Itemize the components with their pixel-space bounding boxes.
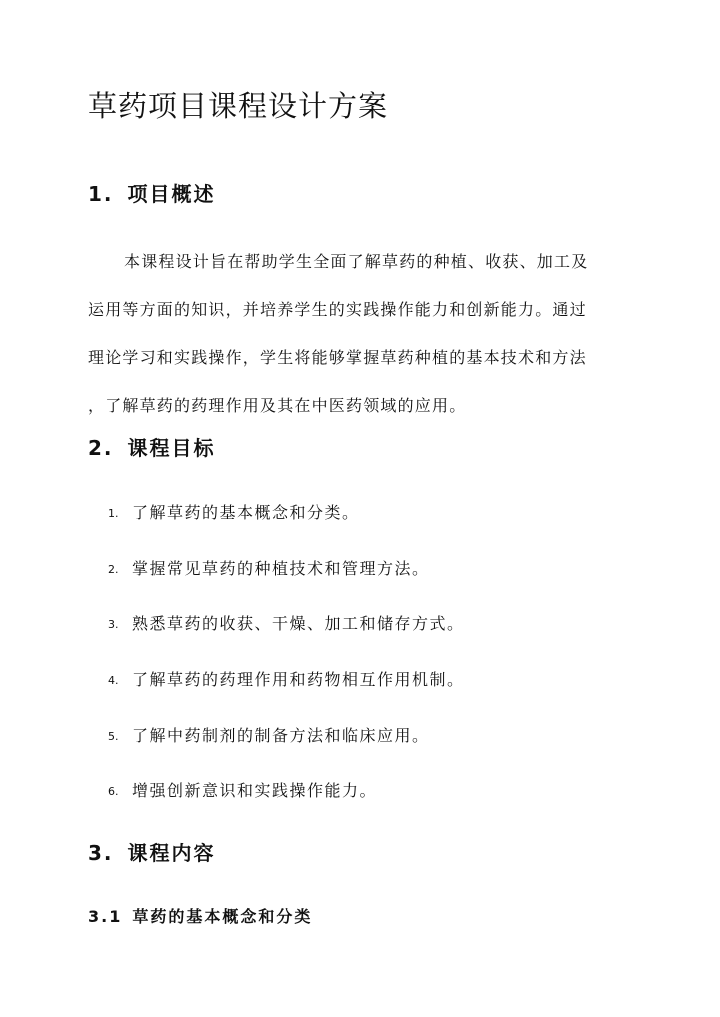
- list-item-number: 6.: [108, 785, 119, 798]
- list-item-number: 1.: [108, 507, 119, 520]
- section-number: 1.: [88, 182, 114, 206]
- subsection-number: 3.1: [88, 907, 123, 926]
- list-item: [108, 778, 377, 801]
- section-title: 课程内容: [127, 841, 216, 865]
- section-heading-goals: [88, 432, 216, 461]
- list-item-text: 了解中药制剂的制备方法和临床应用。: [132, 726, 430, 745]
- list-item: [108, 500, 360, 523]
- list-item-text: 熟悉草药的收获、干燥、加工和储存方式。: [132, 614, 465, 633]
- list-item-number: 4.: [108, 674, 119, 687]
- subsection-heading: [88, 904, 312, 927]
- list-item-number: 3.: [108, 618, 119, 631]
- overview-paragraph: [88, 238, 640, 430]
- paragraph-line: 本课程设计旨在帮助学生全面了解草药的种植、收获、加工及: [124, 252, 589, 271]
- paragraph-line: 理论学习和实践操作，学生将能够掌握草药种植的基本技术和方法: [88, 348, 587, 367]
- list-item-text: 了解草药的基本概念和分类。: [132, 503, 360, 522]
- paragraph-line: 运用等方面的知识，并培养学生的实践操作能力和创新能力。通过: [88, 300, 587, 319]
- list-item: [108, 667, 465, 690]
- section-heading-overview: [88, 178, 216, 207]
- section-title: 课程目标: [127, 436, 216, 460]
- paragraph-line: ，了解草药的药理作用及其在中医药领域的应用。: [88, 396, 467, 415]
- subsection-title: 草药的基本概念和分类: [132, 907, 313, 926]
- section-heading-content: [88, 837, 216, 866]
- section-title: 项目概述: [127, 182, 216, 206]
- list-item-number: 5.: [108, 730, 119, 743]
- list-item-number: 2.: [108, 563, 119, 576]
- list-item-text: 了解草药的药理作用和药物相互作用机制。: [132, 670, 465, 689]
- list-item: [108, 556, 430, 579]
- section-number: 2.: [88, 436, 114, 460]
- list-item: [108, 611, 465, 634]
- list-item-text: 增强创新意识和实践操作能力。: [132, 781, 378, 800]
- section-number: 3.: [88, 841, 114, 865]
- list-item: [108, 723, 430, 746]
- list-item-text: 掌握常见草药的种植技术和管理方法。: [132, 559, 430, 578]
- document-title: 草药项目课程设计方案: [88, 89, 389, 123]
